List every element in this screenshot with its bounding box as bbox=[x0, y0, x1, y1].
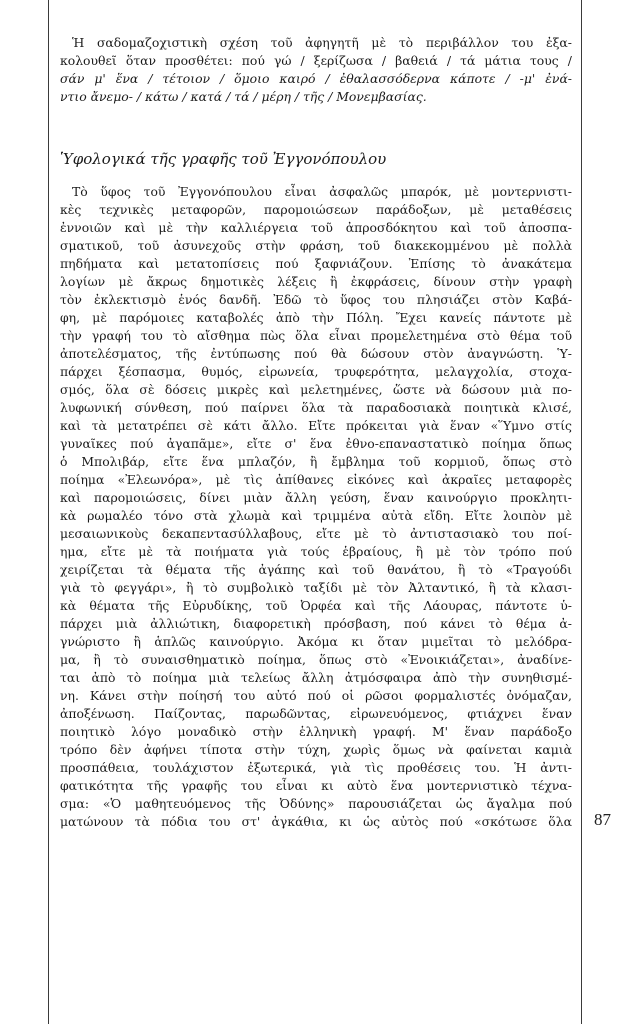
body-text-line: χειρίζεται τὰ θέματα τῆς ἀγάπης καὶ τοῦ θανάτου, ἢ τὸ «Τραγούδι bbox=[60, 562, 572, 577]
intro-text-line: σάν μ' ἕνα / τέτοιον / ὅμοιο καιρό / ἐθαλασσόδερνα κάποτε / -μ' ἐνά- bbox=[60, 71, 572, 86]
body-text-line: ἀποξένωση. Παίζοντας, παρωδῶντας, εἰρωνευόμενος, φτιάχνει ἕναν bbox=[60, 706, 572, 721]
body-text-line: κὲς τεχνικὲς μεταφορῶν, παρομοιώσεων παράδοξων, μὲ μεταθέσεις bbox=[60, 202, 572, 217]
body-text-line: μεσαιωνικοὺς δεκαπεντασύλλαβους, εἴτε μὲ τὸ ἀντιστασιακὸ του ποί- bbox=[60, 526, 572, 541]
body-text-line: καὶ τὰ μετατρέπει σὲ κάτι ἄλλο. Εἴτε πρόκειται γιὰ ἕναν «Ὕμνο στίς bbox=[60, 418, 572, 433]
body-text-line: φη, μὲ παρόμοιες καταβολές ἀπὸ τὴν Πόλη. Ἔχει κανείς πάντοτε μὲ bbox=[60, 310, 572, 325]
body-text-line: λογίων μὲ ἄκρως δημοτικὲς λέξεις ἢ ἐκφράσεις, δίνουν στὴν γραφὴ bbox=[60, 274, 572, 289]
body-text-line: τὴν γραφή του τὸ αἴσθημα πὼς ὅλα εἶναι προμελετημένα στὸ θέμα τοῦ bbox=[60, 328, 572, 343]
body-text-line: πηδήματα καὶ μετατοπίσεις πού ξαφνιάζουν. Ἐπίσης τὸ ἀνακάτεμα bbox=[60, 256, 572, 271]
body-text-line: νη. Κάνει στὴν ποίησή του αὐτό πού οἱ ρῶσοι φορμαλιστές ὀνόμαζαν, bbox=[60, 688, 572, 703]
body-text-line: ἐννοιῶν καὶ μὲ τὴν καλλιέργεια τοῦ ἀπροσδόκητου καὶ τοῦ ἀποσπα- bbox=[60, 220, 572, 235]
intro-text-line: κολουθεῖ ὅταν προσθέτει: πού γώ / ξερίζωσα / βαθειά / τά μάτια τους / bbox=[60, 53, 572, 68]
body-text-line: πάρχει μιὰ ἀλλιώτικη, διαφορετικὴ πρόσβαση, πού κάνει τὸ θέμα ἀ- bbox=[60, 616, 572, 631]
body-text-line: γνώριστο ἢ ἁπλῶς καινούργιο. Ἀκόμα κι ὅταν μιμεῖται τὸ μελόδρα- bbox=[60, 634, 572, 649]
body-text-line: σμα: «Ὁ μαθητευόμενος τῆς Ὀδύνης» παρουσιάζεται ὡς ἄγαλμα πού bbox=[60, 796, 572, 811]
body-text-line: σματικοῦ, τοῦ ἀσυνεχοῦς στὴν φράση, τοῦ διακεκομμένου μὲ πολλὰ bbox=[60, 238, 572, 253]
body-text-line: κὰ θέματα τῆς Εὐρυδίκης, τοῦ Ὀρφέα καὶ τῆς Λάουρας, πάντοτε ὑ- bbox=[60, 598, 572, 613]
body-text-line: γυναῖκες πού ἀγαπᾶμε», εἴτε σ' ἕνα ἐθνο-επαναστατικὸ ποίημα ὅπως bbox=[60, 436, 572, 451]
body-paragraph bbox=[60, 183, 572, 831]
body-text-line: ὁ Μπολιβάρ, εἴτε ἕνα μπλαζόν, ἢ ἔμβλημα τοῦ κορμιοῦ, ὅπως στὸ bbox=[60, 454, 572, 469]
body-text-line: κὰ ρωμαλέο τόνο στὰ χλωμὰ καὶ τριμμένα αὐτὰ εἴδη. Εἴτε λοιπὸν μὲ bbox=[60, 508, 572, 523]
intro-paragraph bbox=[60, 34, 572, 106]
body-text-line: προσπάθεια, τουλάχιστον ἐξωτερικά, γιὰ τὶς προθέσεις του. Ἡ ἀντι- bbox=[60, 760, 572, 775]
body-text-line: σμός, ὅλα σὲ δόσεις μικρὲς καὶ μελετημένες, ὥστε νὰ δώσουν μιὰ πο- bbox=[60, 382, 572, 397]
body-text-line: μα, ἢ τὸ συναισθηματικὸ ποίημα, ὅπως στὸ «Ἐνοικιάζεται», ἀναδίνε- bbox=[60, 652, 572, 667]
body-text-line: ματώνουν τὰ πόδια του στ' ἀγκάθια, κι ὡς αὐτὸς πού «σκότωσε ὅλα bbox=[60, 814, 572, 829]
left-margin-rule bbox=[48, 0, 49, 1024]
section-heading: Ὑφολογικά τῆς γραφῆς τοῦ Ἐγγονόπουλου bbox=[60, 150, 387, 168]
page-number: 87 bbox=[594, 810, 611, 829]
intro-text-line: Ἡ σαδομαζοχιστικὴ σχέση τοῦ ἀφηγητῆ μὲ τὸ περιβάλλον του ἐξα- bbox=[72, 35, 572, 50]
body-text-line: τρόπο δὲν ἀφήνει τίποτα στὴν τύχη, χωρὶς ὅμως νὰ φαίνεται καμιὰ bbox=[60, 742, 572, 757]
body-text-line: γιὰ τὸ φεγγάρι», ἢ τὸ συμβολικὸ ταξίδι μὲ τὸν Ἀλταντικό, ἢ τὰ κλασι- bbox=[60, 580, 572, 595]
body-text-line: ται ἀπὸ τὸ ποίημα μιὰ τελείως ἄλλη ἀτμόσφαιρα ἀπὸ τὴν συνηθισμέ- bbox=[60, 670, 572, 685]
body-text-line: τὸν ἐκλεκτισμὸ ἑνός δανδῆ. Ἐδῶ τὸ ὕφος του πλησιάζει στὸν Καβά- bbox=[60, 292, 572, 307]
body-text-line: Τὸ ὕφος τοῦ Ἐγγονόπουλου εἶναι ἀσφαλῶς μπαρόκ, μὲ μοντερνιστι- bbox=[72, 184, 572, 199]
body-text-line: πάρχει ξέσπασμα, θυμός, εἰρωνεία, τρυφερότητα, μελαγχολία, στοχα- bbox=[60, 364, 572, 379]
body-text-line: ποιητικὸ λόγο μοναδικὸ στὴν ἑλληνικὴ γραφή. Μ' ἕναν παράδοξο bbox=[60, 724, 572, 739]
body-text-line: λυφωνική σύνθεση, πού παίρνει ὅλα τὰ παραδοσιακὰ ποιητικὰ κλισέ, bbox=[60, 400, 572, 415]
body-text-line: καὶ παρομοιώσεις, δίνει μιὰν ἄλλη γεύση, ἕναν καινούργιο προκλητι- bbox=[60, 490, 572, 505]
body-text-line: ημα, εἴτε μὲ τὰ ποιήματα γιὰ τούς ἑβραίους, ἢ μὲ τὸν τρόπο πού bbox=[60, 544, 572, 559]
body-text-line: φατικότητα τῆς γραφῆς του εἶναι κι αὐτὸ ἕνα μοντερνιστικὸ τέχνα- bbox=[60, 778, 572, 793]
right-margin-rule bbox=[581, 0, 582, 1024]
body-text-line: ποίημα «Ἐλεωνόρα», μὲ τὶς ἀπίθανες εἰκόνες καὶ ἀκραῖες μεταφορὲς bbox=[60, 472, 572, 487]
intro-text-line: ντιο ἄνεμο- / κάτω / κατά / τά / μέρη / τῆς / Μονεμβασίας. bbox=[60, 89, 427, 104]
body-text-line: ἀποτελέσματος, τῆς ἐντύπωσης πού θὰ δώσουν στὸν ἀναγνώστη. Ὑ- bbox=[60, 346, 572, 361]
